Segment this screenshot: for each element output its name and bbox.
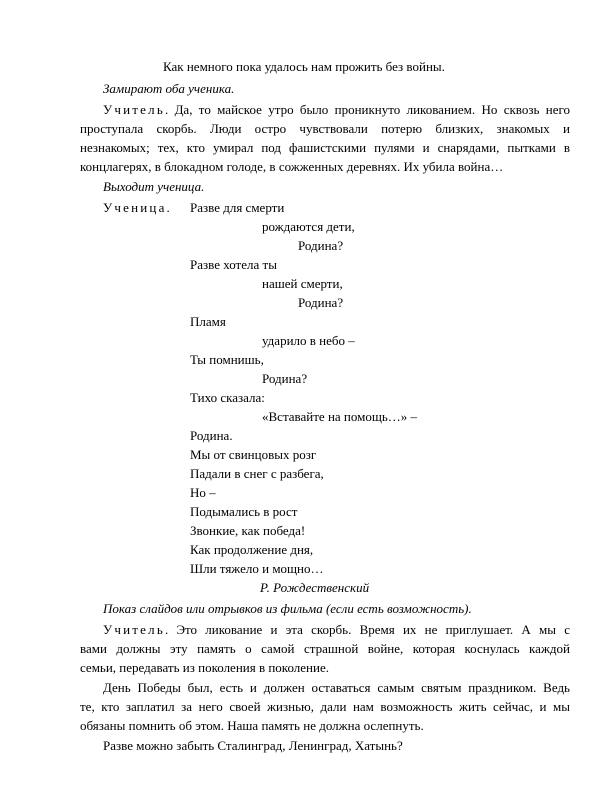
poem-line: Тихо сказала: xyxy=(190,390,265,405)
paragraph-line: обязаны помнить об этом. Наша память не должна ослепнуть. xyxy=(80,718,424,733)
speaker-label: Учитель xyxy=(103,622,165,637)
poem-line: Падали в снег с разбега, xyxy=(190,466,324,481)
poem-line: Шли тяжело и мощно… xyxy=(190,561,324,576)
teacher-text: . Да, то майское утро было проникнуто ликованием. Но сквозь него xyxy=(164,102,570,117)
teacher-text: . Это ликование и эта скорбь. Время их не приглушает. А мы с xyxy=(164,622,570,637)
stage-direction: Замирают оба ученика. xyxy=(103,81,235,96)
poem-line: Мы от свинцовых розг xyxy=(190,447,317,462)
paragraph-line: Разве можно забыть Сталинград, Ленинград, Хатынь? xyxy=(103,738,403,753)
paragraph-line: незнакомых; тех, кто умирал под фашистскими пулями и снарядами, пытками в xyxy=(80,140,570,155)
poem-line: Разве хотела ты xyxy=(190,257,277,272)
stage-direction: Показ слайдов или отрывков из фильма (если есть возможность). xyxy=(103,601,472,616)
paragraph-line: проступала скорбь. Люди остро чувствовали потерю близких, знакомых и xyxy=(80,121,570,136)
speaker-label: Учитель xyxy=(103,102,165,117)
poem-line: Родина? xyxy=(262,371,308,386)
poem-author: Р. Рождественский xyxy=(260,580,370,595)
paragraph-line: концлагерях, в блокадном голоде, в сожженных деревнях. Их убила война… xyxy=(80,159,504,174)
poem-line: Родина. xyxy=(190,428,233,443)
paragraph-line: те, кто заплатил за него своей жизнью, дали нам возможность жить сейчас, и мы xyxy=(80,699,570,714)
poem-line: Как продолжение дня, xyxy=(190,542,314,557)
paragraph-line: вами должны эту память о самой страшной войне, которая коснулась каждой xyxy=(80,641,570,656)
poem-line: Пламя xyxy=(190,314,226,329)
stage-direction: Выходит ученица. xyxy=(103,179,205,194)
poem-line: ударило в небо – xyxy=(262,333,355,348)
teacher-line-1 xyxy=(103,101,570,119)
poem-line: рождаются дети, xyxy=(262,219,355,234)
poem-line: «Вставайте на помощь…» – xyxy=(262,409,418,424)
poem-line: Разве для смерти xyxy=(190,200,285,215)
teacher-line-1 xyxy=(103,621,570,639)
paragraph-line: День Победы был, есть и должен оставаться самым святым праздником. Ведь xyxy=(103,680,570,695)
poem-line: Подымались в рост xyxy=(190,504,298,519)
poem-line: Звонкие, как победа! xyxy=(190,523,306,538)
section-heading: Как немного пока удалось нам прожить без войны. xyxy=(163,59,445,74)
poem-line: Родина? xyxy=(298,295,344,310)
poem-line: Родина? xyxy=(298,238,344,253)
poem-line: Но – xyxy=(190,485,216,500)
paragraph-line: семьи, передавать из поколения в поколение. xyxy=(80,660,329,675)
poem-line: нашей смерти, xyxy=(262,276,343,291)
speaker-label: Ученица. xyxy=(103,200,173,215)
poem-line: Ты помнишь, xyxy=(190,352,264,367)
